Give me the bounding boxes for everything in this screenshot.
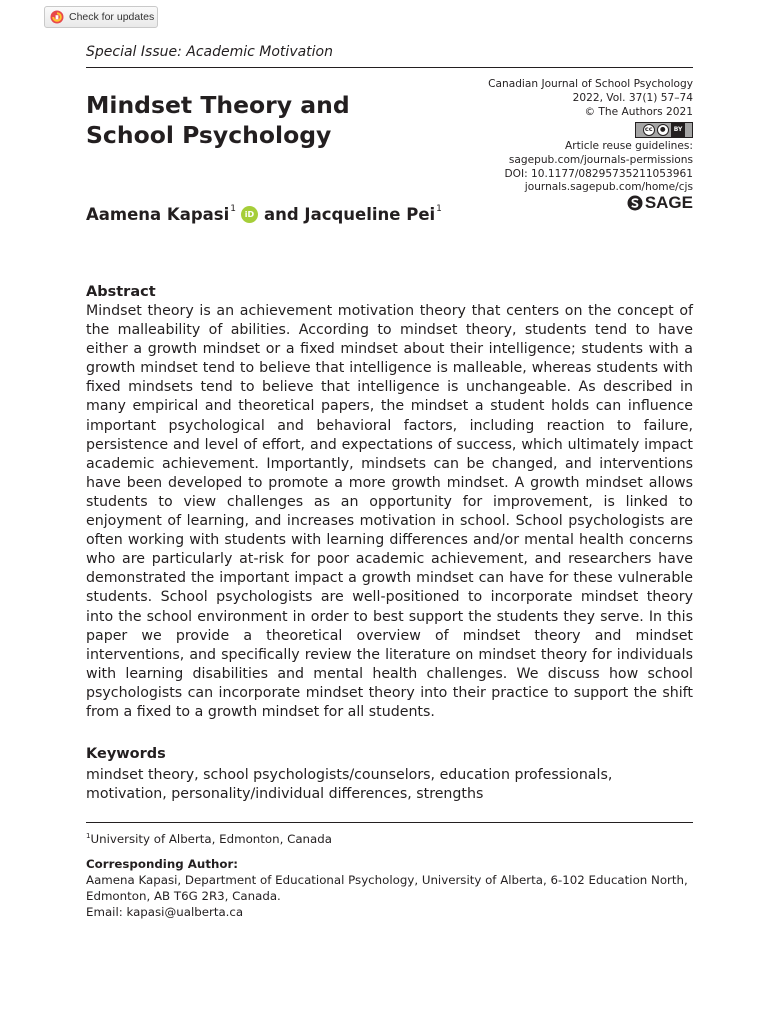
corresponding-address-line-1: Aamena Kapasi, Department of Educational Psychology, University of Alberta, 6-102 Education North,: [86, 873, 688, 887]
journal-copyright: © The Authors 2021: [584, 105, 693, 118]
doi-link[interactable]: DOI: 10.1177/08295735211053961: [504, 167, 693, 180]
journal-name: Canadian Journal of School Psychology: [488, 78, 693, 90]
corresponding-heading: Corresponding Author:: [86, 857, 239, 871]
keywords-text: mindset theory, school psychologists/counselors, education professionals, motivation, personality/individual differences, strengths: [86, 767, 613, 803]
abstract-text: Mindset theory is an achievement motivation theory that centers on the concept of the malleability of abilities. According to mindset theory, students tend to have either a growth mindset or a fixed mindset about their intelligence; students with a growth mindset tend to believe that intelligence is malleable, whereas students with fixed mindsets tend to believe that intelligence is unchangeable. As described in many empirical and theoretical papers, the mindset a student holds can influence important psychological and behavioral factors, including reaction to failure, persistence and level of effort, and expectations of success, which ultimately impact academic achievement. Importantly, mindsets can be changed, and interventions have been developed to promote a more growth mindset. A growth mindset allows students to view challenges as an opportunity for improvement, is linked to enjoyment of learning, and increases motivation in school. School psychologists are often working with students with learning differences and/or mental health concerns who are particularly at-risk for poor academic achievement, and researchers have demonstrated the important impact a growth mindset can have for these vulnerable students. School psychologists are well-positioned to incorporate mindset theory into the school environment in order to best support the students they serve. In this paper we provide a theoretical overview of mindset theory and mindset interventions, and specifically review the literature on mindset theory for individuals with learning disabilities and mental health challenges. We discuss how school psychologists can incorporate mindset theory into their practice to support the shift from a fixed to a growth mindset for all students.: [86, 303, 693, 720]
journal-home-link[interactable]: journals.sagepub.com/home/cjs: [524, 181, 693, 194]
sage-logo-icon: [627, 195, 643, 211]
cc-icon: cc: [643, 124, 655, 136]
corresponding-author: [86, 856, 693, 920]
journal-volume: 2022, Vol. 37(1) 57–74: [572, 91, 693, 104]
author-1-affiliation-mark: 1: [230, 204, 236, 214]
cc-license-icon[interactable]: [635, 122, 693, 138]
affiliation-text: University of Alberta, Edmonton, Canada: [90, 832, 332, 846]
header-rule: [86, 67, 693, 68]
orcid-icon[interactable]: iD: [241, 206, 258, 223]
reuse-guidelines-label: Article reuse guidelines:: [565, 139, 693, 152]
check-for-updates-label: Check for updates: [69, 11, 155, 23]
permissions-link[interactable]: sagepub.com/journals-permissions: [508, 153, 693, 166]
by-label: BY: [671, 123, 686, 137]
abstract-heading: Abstract: [86, 284, 156, 300]
article-title: Mindset Theory and School Psychology: [86, 91, 350, 149]
footnote-rule: [86, 822, 693, 823]
author-line: [86, 205, 442, 224]
corresponding-email[interactable]: Email: kapasi@ualberta.ca: [86, 905, 244, 919]
keywords-heading: Keywords: [86, 746, 166, 762]
author-1-name: Aamena Kapasi: [86, 205, 230, 224]
attribution-icon: ●: [657, 124, 669, 136]
sage-logo: [627, 193, 693, 213]
publisher-name: SAGE: [644, 193, 693, 212]
journal-info: [433, 78, 693, 195]
special-issue-label: Special Issue: Academic Motivation: [86, 44, 333, 60]
check-for-updates-button[interactable]: [44, 6, 158, 28]
update-check-icon: [50, 10, 64, 24]
author-2-name: and Jacqueline Pei: [264, 205, 436, 224]
affiliation-footnote: [86, 832, 332, 846]
author-2-affiliation-mark: 1: [436, 204, 442, 214]
corresponding-address-line-2: Edmonton, AB T6G 2R3, Canada.: [86, 889, 281, 903]
affiliation-mark: 1: [86, 832, 91, 841]
